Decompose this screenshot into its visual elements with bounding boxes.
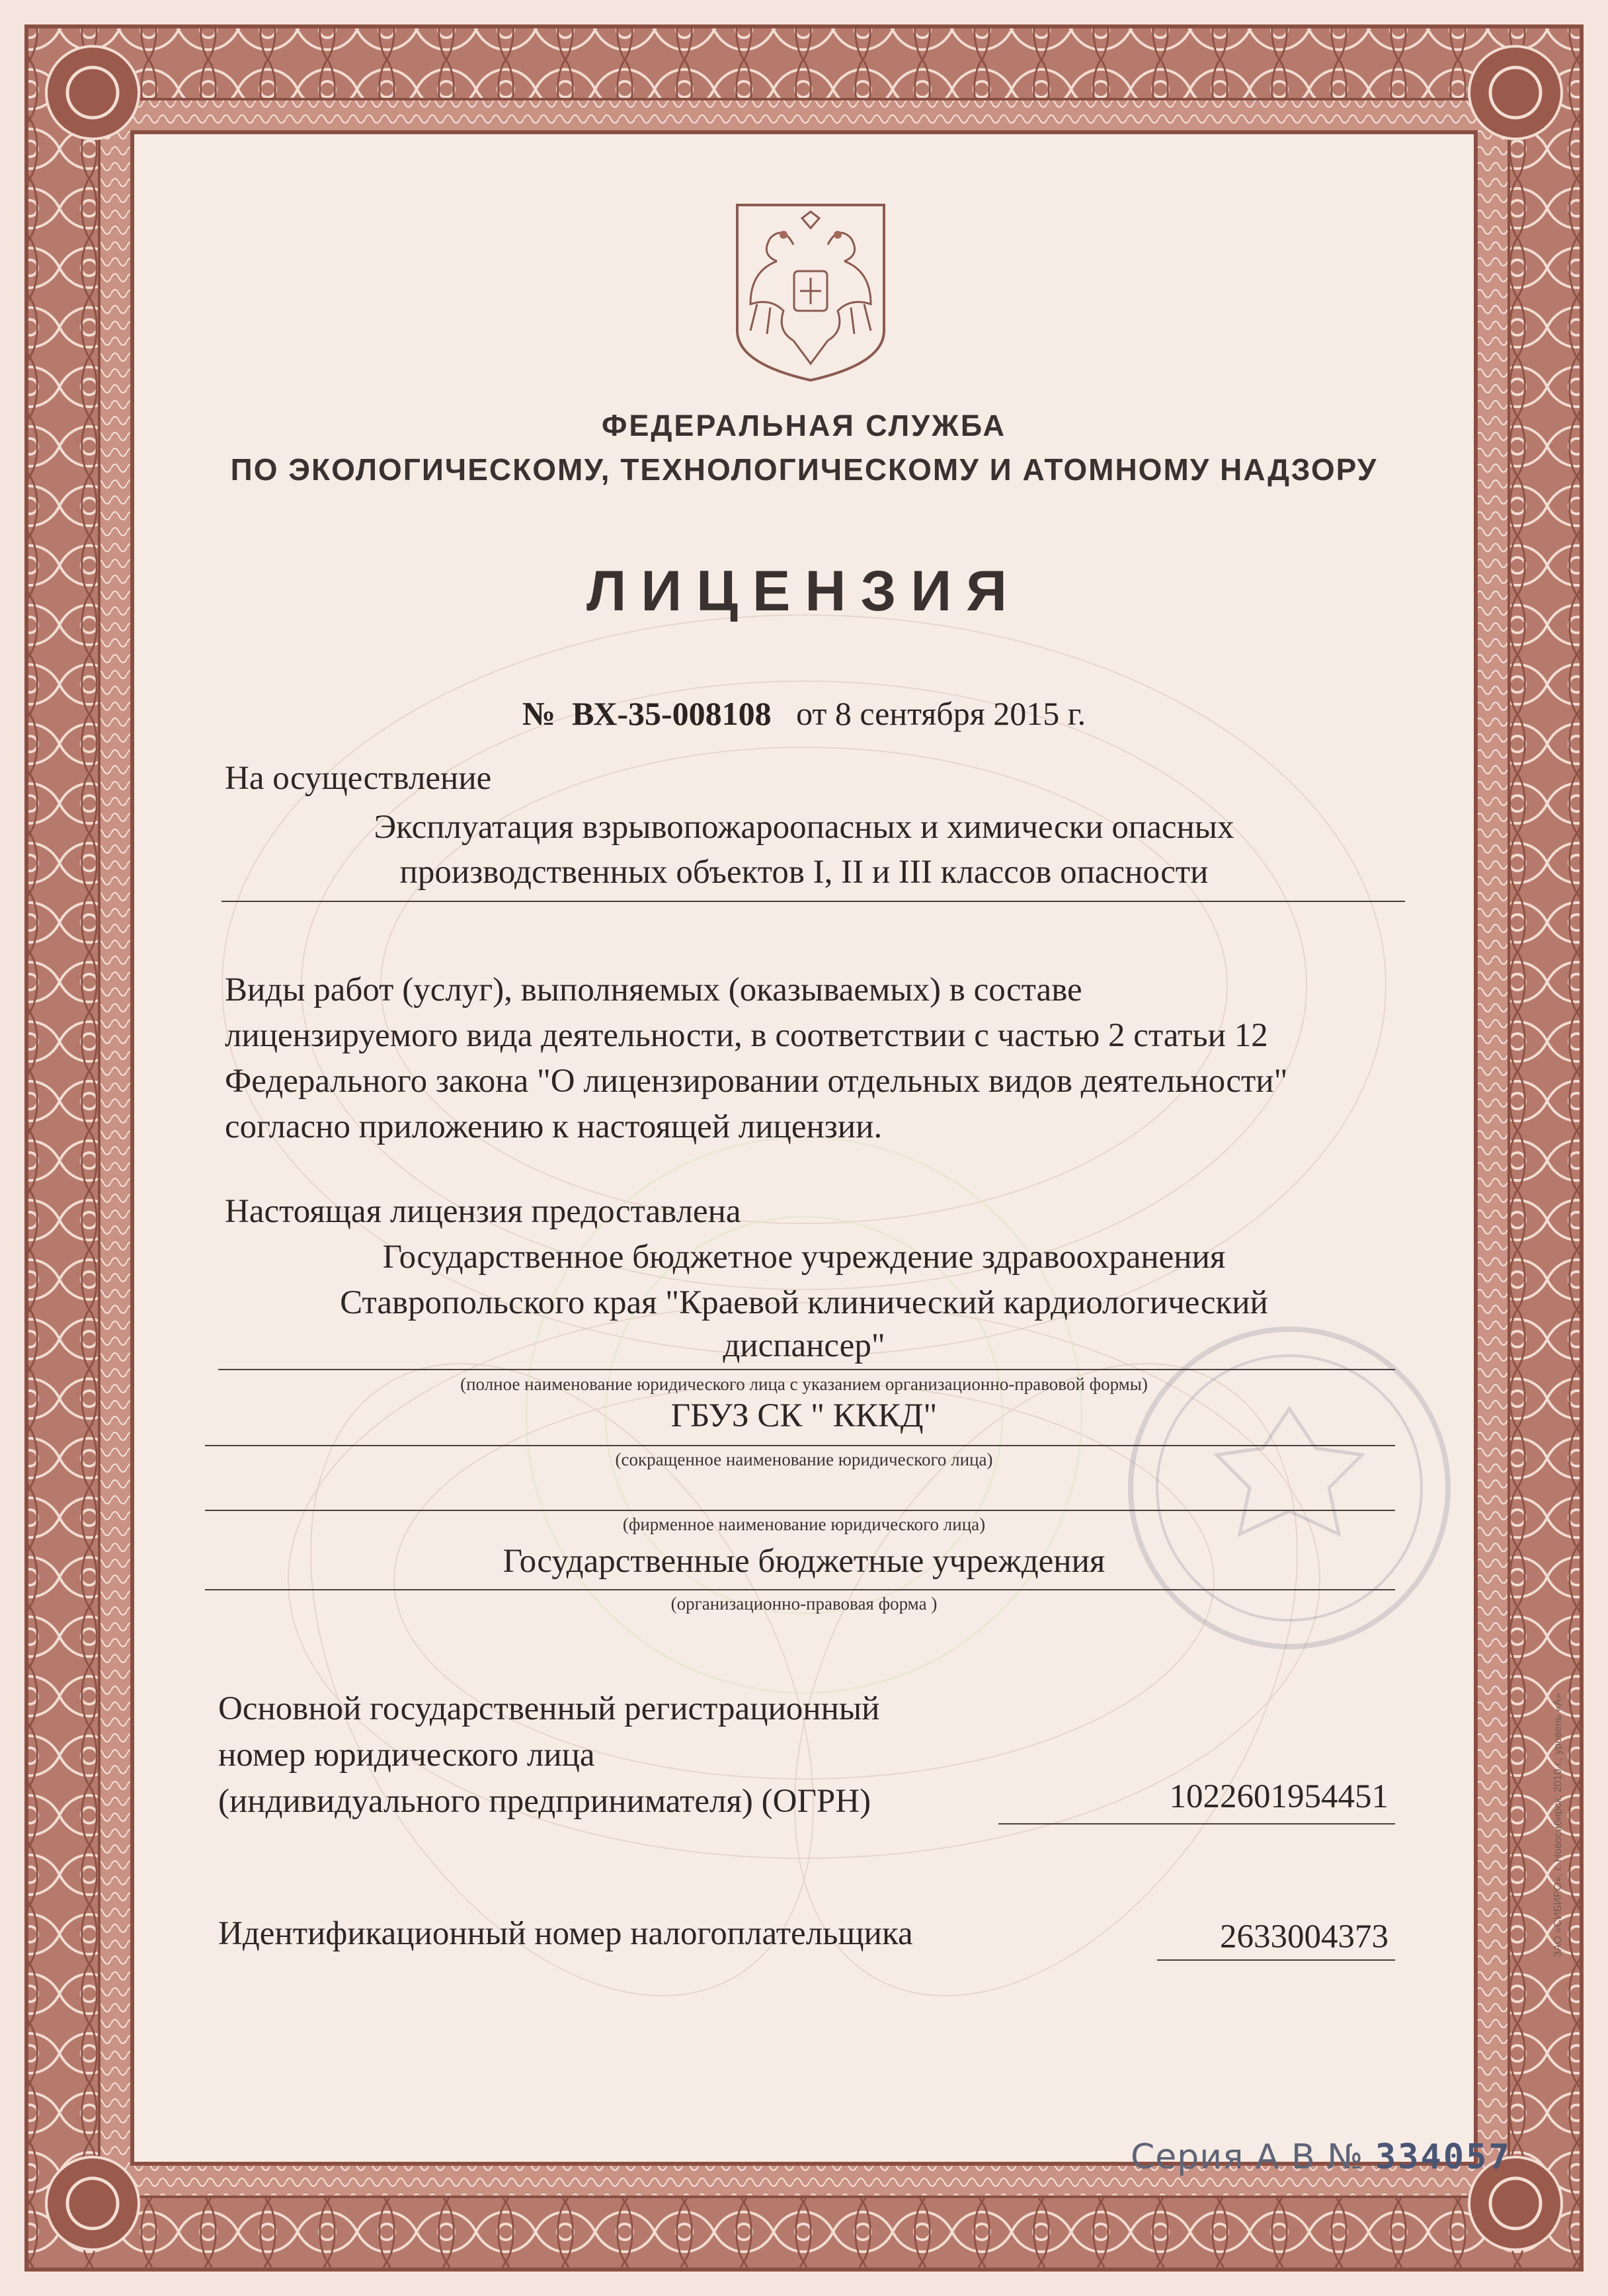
licensee-label: Настоящая лицензия предоставлена (225, 1193, 741, 1230)
series-value: 334057 (1375, 2137, 1511, 2177)
works-line-3: Федерального закона "О лицензировании отдельных видов деятельности" (225, 1063, 1288, 1100)
license-number: ВХ-35-008108 (572, 695, 772, 732)
series-label: Серия А В № (1131, 2137, 1364, 2177)
printer-mark: ЗАО «СИБИРО», г. Новосибирск, 2010 г., уровень «А» (1552, 1693, 1564, 1957)
short-name-caption: (сокращенное наименование юридического лица) (615, 1450, 993, 1469)
ogrn-value: 1022601954451 (1169, 1778, 1388, 1815)
brand-name-caption: (фирменное наименование юридического лица) (622, 1514, 986, 1534)
number-sign: № (522, 695, 556, 732)
full-name-underline (218, 1369, 1395, 1370)
activity-underline (221, 901, 1405, 902)
ogrn-label-line-3: (индивидуального предпринимателя) (ОГРН) (218, 1783, 871, 1820)
inn-underline (1157, 1959, 1395, 1961)
agency-name-line-2: ПО ЭКОЛОГИЧЕСКОМУ, ТЕХНОЛОГИЧЕСКОМУ И АТОМНОМУ НАДЗОРУ (230, 452, 1378, 487)
inn-label: Идентификационный номер налогоплательщика (218, 1915, 913, 1952)
coat-of-arms-icon (731, 198, 891, 385)
full-name-line-2: Ставропольского края "Краевой клинический кардиологический (340, 1284, 1268, 1321)
ogrn-label-line-1: Основной государственный регистрационный (218, 1690, 880, 1727)
brand-name-underline (205, 1510, 1395, 1511)
agency-name-line-1: ФЕДЕРАЛЬНАЯ СЛУЖБА (601, 409, 1007, 442)
ogrn-label-line-2: номер юридического лица (218, 1737, 595, 1774)
works-line-1: Виды работ (услуг), выполняемых (оказываемых) в составе (225, 971, 1082, 1008)
series-number (1131, 2137, 1511, 2177)
full-name-line-1: Государственное бюджетное учреждение здравоохранения (382, 1239, 1226, 1276)
short-name: ГБУЗ СК " КККД" (670, 1397, 938, 1434)
ogrn-underline (998, 1823, 1395, 1824)
full-name-caption: (полное наименование юридического лица с указанием организационно-правовой формы) (460, 1374, 1148, 1394)
short-name-underline (205, 1445, 1395, 1446)
full-name-line-3: диспансер" (723, 1327, 885, 1364)
works-line-4: согласно приложению к настоящей лицензии. (225, 1108, 883, 1145)
legal-form-underline (205, 1589, 1395, 1590)
legal-form-caption: (организационно-правовая форма ) (670, 1594, 938, 1614)
activity-line-2: производственных объектов I, II и III классов опасности (399, 854, 1209, 891)
legal-form: Государственные бюджетные учреждения (502, 1543, 1106, 1580)
activity-line-1: Эксплуатация взрывопожароопасных и химически опасных (374, 809, 1234, 846)
inn-value: 2633004373 (1220, 1918, 1388, 1955)
license-date: от 8 сентября 2015 г. (796, 695, 1086, 732)
activity-label: На осуществление (225, 760, 492, 797)
works-line-2: лицензируемого вида деятельности, в соответствии с частью 2 статьи 12 (225, 1017, 1268, 1054)
license-number-line (0, 694, 1608, 733)
document-title: ЛИЦЕНЗИЯ (586, 559, 1022, 623)
